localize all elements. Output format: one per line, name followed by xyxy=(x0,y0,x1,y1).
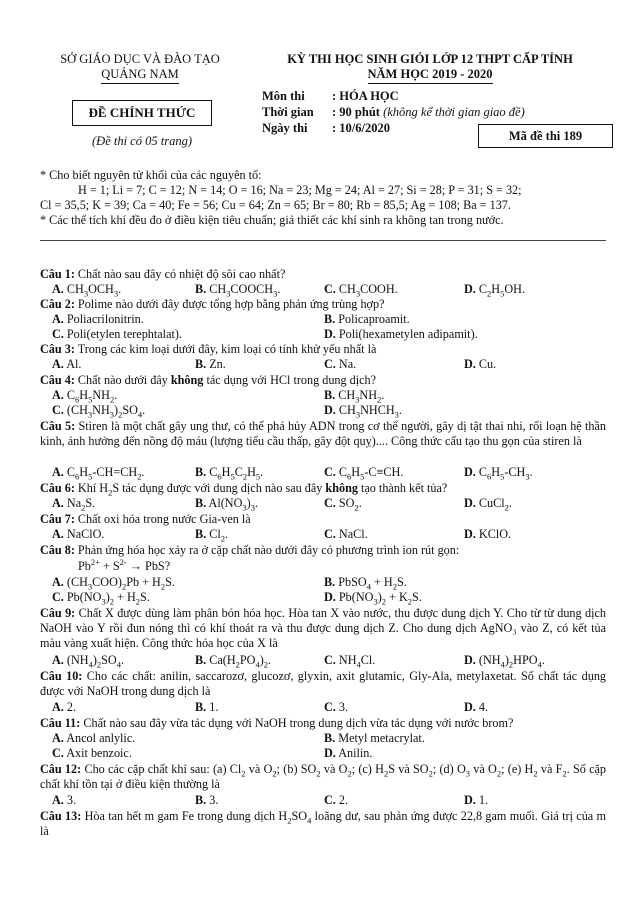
exam-title-line-1: KỲ THI HỌC SINH GIỎI LỚP 12 THPT CẤP TỈNH xyxy=(287,52,573,66)
option-d: D. CuCl$_2$. xyxy=(464,496,512,513)
subject-value: : HÓA HỌC xyxy=(332,89,399,103)
option-a: A. $C_6H_5-CH=CH_2$. xyxy=(52,465,145,482)
question-4-options-row-2 xyxy=(40,403,606,418)
option-a: A. $Na_2S$. xyxy=(52,496,96,513)
option-b: B. Zn. xyxy=(195,357,226,371)
option-d: D. Cu. xyxy=(464,357,497,371)
question-12-options xyxy=(40,793,606,808)
question-4-options-row-1 xyxy=(40,388,606,403)
option-a: A. $(CH_3COO)_2Pb + H_2S$. xyxy=(52,575,175,592)
option-b: B. $CH_3NH_2$. xyxy=(324,388,385,405)
option-b: B. Metyl metacrylat. xyxy=(324,731,425,745)
option-a: A. Al. xyxy=(52,357,82,371)
option-b: B. PbSO$_4$ + $H_2S$. xyxy=(324,575,407,592)
option-d: D. $C_2H_5OH$. xyxy=(464,282,526,299)
question-label: Câu 1: xyxy=(40,267,75,281)
option-b: B. $Al(NO_3)_3$. xyxy=(195,496,259,513)
pages-note: (Đề thi có 05 trang) xyxy=(92,134,192,148)
option-c: C. $SO_2$. xyxy=(324,496,362,513)
question-8-equation xyxy=(40,556,606,574)
option-c: C. $(CH_3NH_3)_2SO_4$. xyxy=(52,403,146,420)
time-label: Thời gian xyxy=(262,105,314,119)
option-d: D. 1. xyxy=(464,793,489,807)
option-d: D. $(NH_4)_2HPO_4$. xyxy=(464,653,545,670)
option-c: C. Na. xyxy=(324,357,357,371)
question-7-options xyxy=(40,527,606,542)
option-a: A. $(NH_4)_2SO_4$. xyxy=(52,653,125,670)
date-value: : 10/6/2020 xyxy=(332,121,390,135)
question-1-options xyxy=(40,282,606,297)
question-2: Câu 2: Polime nào dưới đây được tổng hợp bằng phản ứng trùng hợp? xyxy=(40,297,385,311)
option-b: B. $CH_3COOCH_3$. xyxy=(195,282,281,299)
question-8: Câu 8: Phản ứng hóa học xảy ra ở cặp chất nào dưới đây có phương trình ion rút gọn: xyxy=(40,543,460,557)
option-d: D. $Pb(NO_3)_2 + K_2S$. xyxy=(324,590,422,607)
option-a: A. $C_6H_5NH_2$. xyxy=(52,388,118,405)
question-10: Câu 10: Cho các chất: anilin, saccarozơ, glucozơ, glyxin, axit glutamic, Gly-Ala, metylaxetat. Số chất tác dụng được với NaOH trong dung dịch là xyxy=(40,669,607,698)
date-label: Ngày thi xyxy=(262,121,308,135)
option-c: C. Poli(etylen terephtalat). xyxy=(52,327,182,341)
question-6-options xyxy=(40,496,606,511)
option-b: B. $Ca(H_2PO_4)_2$. xyxy=(195,653,272,670)
option-d: D. $C_6H_5-CH_3$. xyxy=(464,465,533,482)
option-c: C. $Pb(NO_3)_2 + H_2S$. xyxy=(52,590,150,607)
question-5-options xyxy=(40,465,606,480)
atomic-mass-line-2: Cl = 35,5; K = 39; Ca = 40; Fe = 56; Cu = 64; Zn = 65; Br = 80; Rb = 85,5; Ag = 108; Ba = 137. xyxy=(40,198,511,212)
question-3-options xyxy=(40,357,606,372)
option-b: B. 1. xyxy=(195,700,219,714)
option-a: A. 2. xyxy=(52,700,77,714)
option-c: C. Axit benzoic. xyxy=(52,746,132,760)
question-12: Câu 12: Cho các cặp chất khí sau: (a) $Cl_2$ và $O_2$; (b) $SO_2$ và $O_2$; (c) $H_2S$ và $SO_2$; (d) $O_3$ và $O_2$; (e) $H_2$ và $F_2$. Số cặp chất khí tồn tại ở điều kiện thường là xyxy=(40,762,607,791)
subject-label: Môn thi xyxy=(262,89,305,103)
time-row xyxy=(262,104,525,120)
option-c: C. $CH_3COOH$. xyxy=(324,282,398,299)
question-1 xyxy=(40,267,606,282)
question-text: Chất nào sau đây có nhiệt độ sôi cao nhất? xyxy=(77,267,286,281)
atomic-mass-line-1: H = 1; Li = 7; C = 12; N = 14; O = 16; Na = 23; Mg = 24; Al = 27; Si = 28; P = 31; S = 32; xyxy=(78,183,522,197)
subject-row xyxy=(262,88,399,104)
header-left xyxy=(40,52,240,84)
ionic-equation: $Pb^{2+} + S^{2-}$ → PbS? xyxy=(78,556,171,573)
question-5: Câu 5: Stiren là một chất gây ung thư, có thể phá hủy ADN trong cơ thể người, gây dị tật thai nhi, rối loạn hệ thần kinh, ảnh hưởng đến nồng độ máu (lượng tiểu cầu thấp, gây đột quỵ).... Công thức cấu tạo thu gọn của stiren là xyxy=(40,419,607,448)
option-c: C. $NH_4Cl$. xyxy=(324,653,376,670)
option-d: D. 4. xyxy=(464,700,489,714)
question-9: Câu 9: Chất X được dùng làm phân bón hóa học. Hòa tan X vào nước, thu được dung dịch Y. Cho từ từ dung dịch NaOH vào Y rồi đun nóng thì có khí thoát ra và thu được dung dịch Z. Cho dung dịch AgNO₃ vào Z, có kết tủa màu vàng xuất hiện. Công thức hóa học của X là xyxy=(40,606,606,650)
option-a: A. Ancol anlylic. xyxy=(52,731,136,745)
option-b: B. $Cl_2$. xyxy=(195,527,229,544)
question-11: Câu 11: Chất nào sau đây vừa tác dụng với NaOH trong dung dịch vừa tác dụng với nước brom? xyxy=(40,716,514,730)
option-a: A. 3. xyxy=(52,793,77,807)
option-c: C. $C_6H_5-C\equiv CH$. xyxy=(324,465,404,482)
time-note: (không kể thời gian giao đề) xyxy=(383,105,525,119)
question-9-options xyxy=(40,653,606,668)
question-2-options-row-2 xyxy=(40,327,606,342)
option-c: C. NaCl. xyxy=(324,527,368,541)
question-6: Câu 6: Khí $H_2S$ tác dụng được với dung dịch nào sau đây không tạo thành kết tủa? xyxy=(40,481,448,498)
option-a: A. NaClO. xyxy=(52,527,105,541)
province-name: QUẢNG NAM xyxy=(101,67,178,84)
question-7: Câu 7: Chất oxi hóa trong nước Gia-ven là xyxy=(40,512,251,526)
option-d: D. Anilin. xyxy=(324,746,373,760)
exam-code-badge: Mã đề thi 189 xyxy=(478,124,613,148)
question-13: Câu 13: Hòa tan hết m gam Fe trong dung dịch $H_2SO_4$ loãng dư, sau phản ứng được 22,8 gam muối. Giá trị của m là xyxy=(40,809,607,838)
date-row xyxy=(262,120,390,136)
option-d: D. KClO. xyxy=(464,527,512,541)
conditions-note: * Các thể tích khí đều đo ở điều kiện tiêu chuẩn; giả thiết các khí sinh ra không tan trong nước. xyxy=(40,213,504,227)
atomic-mass-intro: * Cho biết nguyên tử khối của các nguyên tố: xyxy=(40,168,262,182)
question-3: Câu 3: Trong các kim loại dưới đây, kim loại có tính khử yếu nhất là xyxy=(40,342,377,356)
question-8-options-row-2 xyxy=(40,590,606,605)
time-value: : 90 phút xyxy=(332,105,380,119)
exam-title-line-2: NĂM HỌC 2019 - 2020 xyxy=(368,67,493,84)
header-divider xyxy=(40,240,606,241)
exam-title xyxy=(250,52,610,84)
option-a: A. Poliacrilonitrin. xyxy=(52,312,144,326)
option-c: C. 2. xyxy=(324,793,349,807)
question-2-options-row-1 xyxy=(40,312,606,327)
question-4: Câu 4: Chất nào dưới đây không tác dụng với HCl trong dung dịch? xyxy=(40,373,377,387)
option-b: B. $C_6H_5C_2H_5$. xyxy=(195,465,264,482)
question-8-options-row-1 xyxy=(40,575,606,590)
option-b: B. 3. xyxy=(195,793,219,807)
option-d: D. $CH_3NHCH_3$. xyxy=(324,403,402,420)
option-a: A. $CH_3OCH_3$. xyxy=(52,282,122,299)
option-b: B. Policaproamit. xyxy=(324,312,410,326)
question-11-options-row-1 xyxy=(40,731,606,746)
official-exam-badge: ĐỀ CHÍNH THỨC xyxy=(72,100,212,126)
option-d: D. Poli(hexametylen ađipamit). xyxy=(324,327,478,341)
department-name: SỞ GIÁO DỤC VÀ ĐÀO TẠO xyxy=(60,52,220,66)
question-10-options xyxy=(40,700,606,715)
option-c: C. 3. xyxy=(324,700,349,714)
question-11-options-row-2 xyxy=(40,746,606,761)
